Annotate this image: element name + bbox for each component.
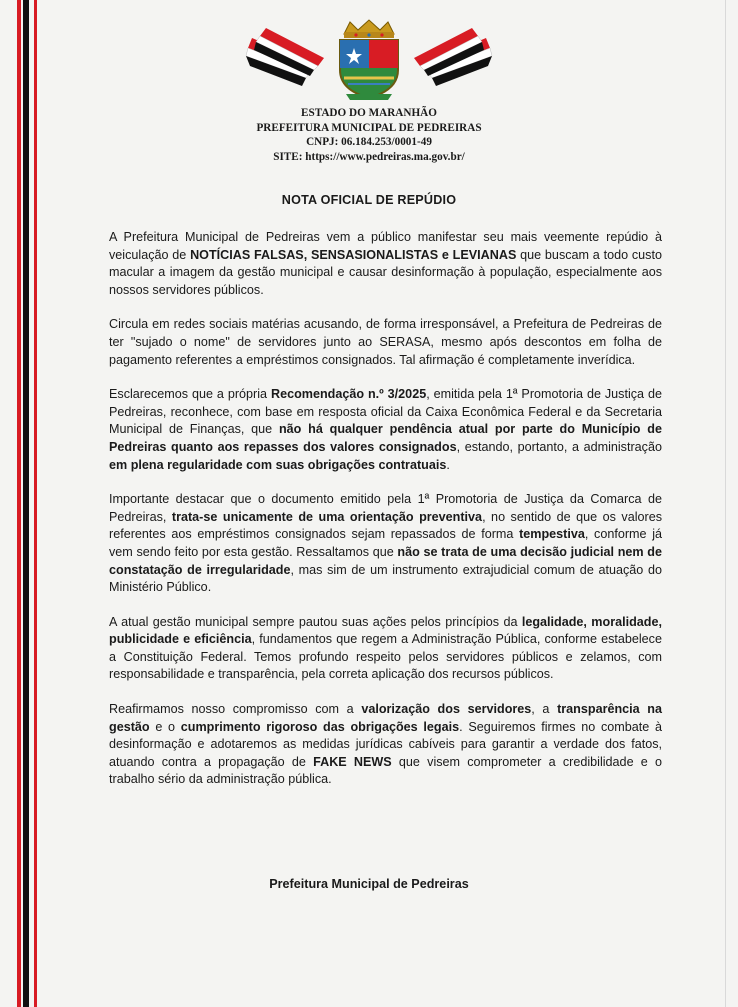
state-name: ESTADO DO MARANHÃO: [301, 107, 437, 119]
body-text: , estando, portanto, a administração: [456, 439, 662, 454]
letterhead: [0, 18, 738, 164]
emphasis-text: NOTÍCIAS FALSAS, SENSASIONALISTAS e LEVIANAS: [190, 247, 517, 262]
document-body: [109, 229, 662, 806]
body-text: que buscam a todo custo macular a imagem da gestão municipal e causar desinformação à população, especialmente aos nossos servidores públicos.: [109, 247, 662, 297]
website-line: SITE: https://www.pedreiras.ma.gov.br/: [273, 150, 465, 163]
body-text: Reafirmamos nosso compromisso com a: [109, 702, 362, 717]
emphasis-text: em plena regularidade com suas obrigações contratuais: [109, 457, 447, 472]
emphasis-text: não há qualquer pendência atual por parte do Município de Pedreiras quanto aos repasses dos valores consignados: [109, 422, 662, 454]
body-text: A atual gestão municipal sempre pautou suas ações pelos princípios da: [109, 614, 522, 629]
body-text: , fundamentos que regem a Administração Pública, conforme estabelece a Constituição Federal. Temos profundo respeito pelos servidores públicos e zelamos, com responsabilidade e transparência, pela correta aplicação dos recursos públicos.: [109, 632, 662, 682]
body-text: e o: [149, 719, 181, 734]
paragraph-3: [109, 386, 662, 474]
emphasis-text: transparência na gestão: [109, 702, 663, 734]
emphasis-text: não se trata de uma decisão judicial nem de constatação de irregularidade: [109, 544, 662, 577]
body-text: , no sentido de que os valores referentes aos empréstimos consignados sejam repassados de forma: [109, 509, 663, 542]
emphasis-text: legalidade, moralidade, publicidade e eficiência: [109, 614, 662, 647]
body-text: .: [446, 457, 450, 472]
emphasis-text: Recomendação n.º 3/2025: [270, 387, 427, 402]
cnpj-line: CNPJ: 06.184.253/0001-49: [306, 136, 432, 148]
paragraph-2: [109, 316, 662, 369]
body-text: , mas sim de um instrumento extrajudicial comum de atuação do Ministério Público.: [109, 562, 662, 595]
paragraph-6: [109, 701, 662, 789]
emphasis-text: FAKE NEWS: [313, 754, 392, 769]
paragraph-4: [109, 491, 662, 597]
body-text: , conforme já vem sendo feito por esta gestão. Ressaltamos que: [109, 527, 663, 559]
body-text: A Prefeitura Municipal de Pedreiras vem a público manifestar seu mais veemente repúdio à veiculação de: [109, 230, 662, 262]
paragraph-1: [109, 229, 662, 299]
body-text: , emitida pela 1ª Promotoria de Justiça de Pedreiras, reconhece, com base em resposta oficial da Caixa Econômica Federal e da Secretaria Municipal de Finanças, que: [109, 387, 662, 437]
paragraph-5: [109, 614, 662, 684]
body-text: , a: [531, 702, 558, 717]
body-text: Circula em redes sociais matérias acusando, de forma irresponsável, a Prefeitura de Pedreiras de ter "sujado o nome" de servidores junto ao SERASA, mesmo após descontos em folha de pagamento referentes a empréstimos consignados. Tal afirmação é completamente inverídica.: [109, 317, 662, 367]
signature: Prefeitura Municipal de Pedreiras: [269, 877, 469, 891]
emphasis-text: valorização dos servidores: [361, 702, 532, 717]
document-title: NOTA OFICIAL DE REPÚDIO: [281, 193, 457, 207]
body-text: . Seguiremos firmes no combate à desinformação e adotaremos as medidas jurídicas cabíveis para garantir a verdade dos fatos, atuando contra a propagação de: [109, 719, 662, 769]
emphasis-text: cumprimento rigoroso das obrigações legais: [180, 719, 460, 734]
emphasis-text: trata-se unicamente de uma orientação preventiva: [171, 509, 483, 524]
emphasis-text: tempestiva: [519, 527, 585, 542]
prefecture-name: PREFEITURA MUNICIPAL DE PEDREIRAS: [256, 121, 482, 134]
coat-of-arms-icon: [244, 18, 494, 102]
body-text: Esclarecemos que a própria: [109, 387, 271, 402]
body-text: Importante destacar que o documento emitido pela 1ª Promotoria de Justiça da Comarca de Pedreiras,: [109, 492, 662, 524]
body-text: que visem comprometer a credibilidade e o trabalho sério da administração pública.: [109, 754, 662, 787]
